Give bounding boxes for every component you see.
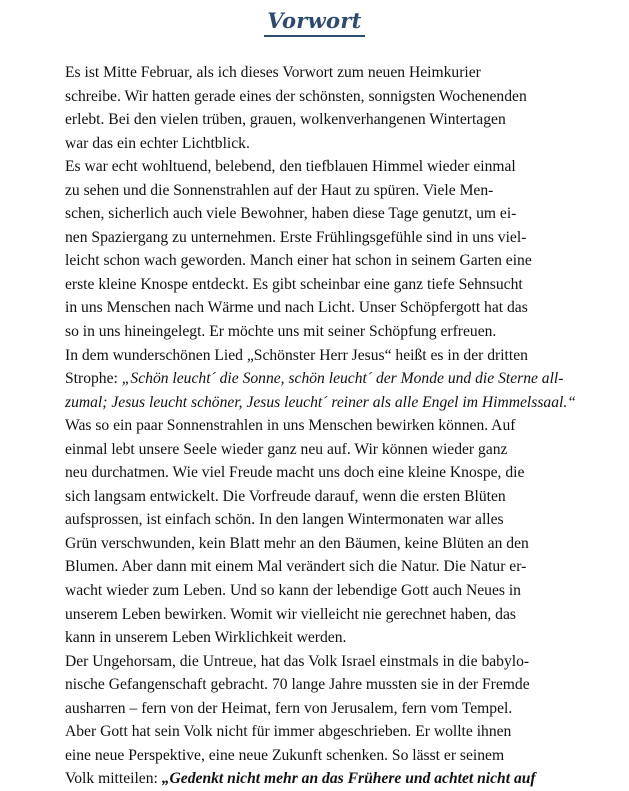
text-line [65,61,595,85]
text: schreibe. Wir hatten gerade eines der schönsten, sonnigsten Wochenenden [65,87,527,105]
text-line [65,767,595,791]
text-line [65,202,595,226]
text: zu sehen und die Sonnenstrahlen auf der Haut zu spüren. Viele Men- [65,181,494,199]
text-line [65,249,595,273]
text-line [65,85,595,109]
text: nische Gefangenschaft gebracht. 70 lange Jahre mussten sie in der Fremde [65,676,530,694]
page-title: Vorwort [264,8,364,37]
text: Blumen. Aber dann mit einem Mal verändert sich die Natur. Die Natur er- [65,558,527,576]
text-line [65,179,595,203]
text-line [65,532,595,556]
text: Volk mitteilen: [65,770,162,788]
text: Was so ein paar Sonnenstrahlen in uns Menschen bewirken können. Auf [65,417,516,435]
quote-italic: zumal; Jesus leucht schöner, Jesus leucht´ reiner als alle Engel im Himmelssaal.“ [65,393,576,411]
text: In dem wunderschönen Lied „Schönster Herr Jesus“ heißt es in der dritten [65,346,528,364]
text: neu durchatmen. Wie viel Freude macht uns doch eine kleine Knospe, die [65,464,525,482]
text-line [65,650,595,674]
text-line [65,273,595,297]
text-line [65,438,595,462]
text-line [65,344,595,368]
text: wacht wieder zum Leben. Und so kann der lebendige Gott auch Neues in [65,582,521,600]
text: unserem Leben bewirken. Womit wir vielleicht nie gerechnet haben, das [65,605,516,623]
text-line [65,414,595,438]
text-line [65,226,595,250]
text: so in uns hineingelegt. Er möchte uns mit seiner Schöpfung erfreuen. [65,323,497,341]
text-line [65,391,595,415]
text-line [65,673,595,697]
text: erste kleine Knospe entdeckt. Es gibt scheinbar eine ganz tiefe Sehnsucht [65,275,523,293]
text-line [65,155,595,179]
text: erlebt. Bei den vielen trüben, grauen, wolkenverhangenen Wintertagen [65,111,506,129]
text-line [65,108,595,132]
text: ausharren – fern von der Heimat, fern von Jerusalem, fern vom Tempel. [65,699,513,717]
text-line [65,461,595,485]
quote-bold-italic: „Gedenkt nicht mehr an das Frühere und achtet nicht auf [161,770,536,788]
text-line [65,626,595,650]
text: einmal lebt unsere Seele wieder ganz neu auf. Wir können wieder ganz [65,440,508,458]
text-line [65,132,595,156]
text-line [65,367,595,391]
text-line [65,508,595,532]
article-body [65,61,595,791]
quote-italic: „Schön leucht´ die Sonne, schön leucht´ der Monde und die Sterne all- [121,370,564,388]
text: eine neue Perspektive, eine neue Zukunft schenken. So lässt er seinem [65,746,505,764]
text-line [65,579,595,603]
text: war das ein echter Lichtblick. [65,134,250,152]
text: schen, sicherlich auch viele Bewohner, haben diese Tage genutzt, um ei- [65,205,517,223]
text-line [65,744,595,768]
text: nen Spaziergang zu unternehmen. Erste Frühlingsgefühle sind in uns viel- [65,228,527,246]
text: Der Ungehorsam, die Untreue, hat das Volk Israel einstmals in die babylo- [65,652,530,670]
text-line [65,697,595,721]
text: Es ist Mitte Februar, als ich dieses Vorwort zum neuen Heimkurier [65,64,481,81]
text: Es war echt wohltuend, belebend, den tiefblauen Himmel wieder einmal [65,158,516,176]
text: in uns Menschen nach Wärme und nach Licht. Unser Schöpfergott hat das [65,299,528,317]
text: kann in unserem Leben Wirklichkeit werden. [65,629,347,647]
text: Aber Gott hat sein Volk nicht für immer abgeschrieben. Er wollte ihnen [65,723,512,741]
text-line [65,603,595,627]
text-line [65,296,595,320]
heading-container [0,8,629,37]
text: Strophe: [65,370,122,388]
text: leicht schon wach geworden. Manch einer hat schon in seinem Garten eine [65,252,532,270]
text: sich langsam entwickelt. Die Vorfreude darauf, wenn die ersten Blüten [65,487,506,505]
text: Grün verschwunden, kein Blatt mehr an den Bäumen, keine Blüten an den [65,534,529,552]
text-line [65,485,595,509]
text-line [65,555,595,579]
text-line [65,720,595,744]
text-line [65,320,595,344]
text: aufsprossen, ist einfach schön. In den langen Wintermonaten war alles [65,511,504,529]
